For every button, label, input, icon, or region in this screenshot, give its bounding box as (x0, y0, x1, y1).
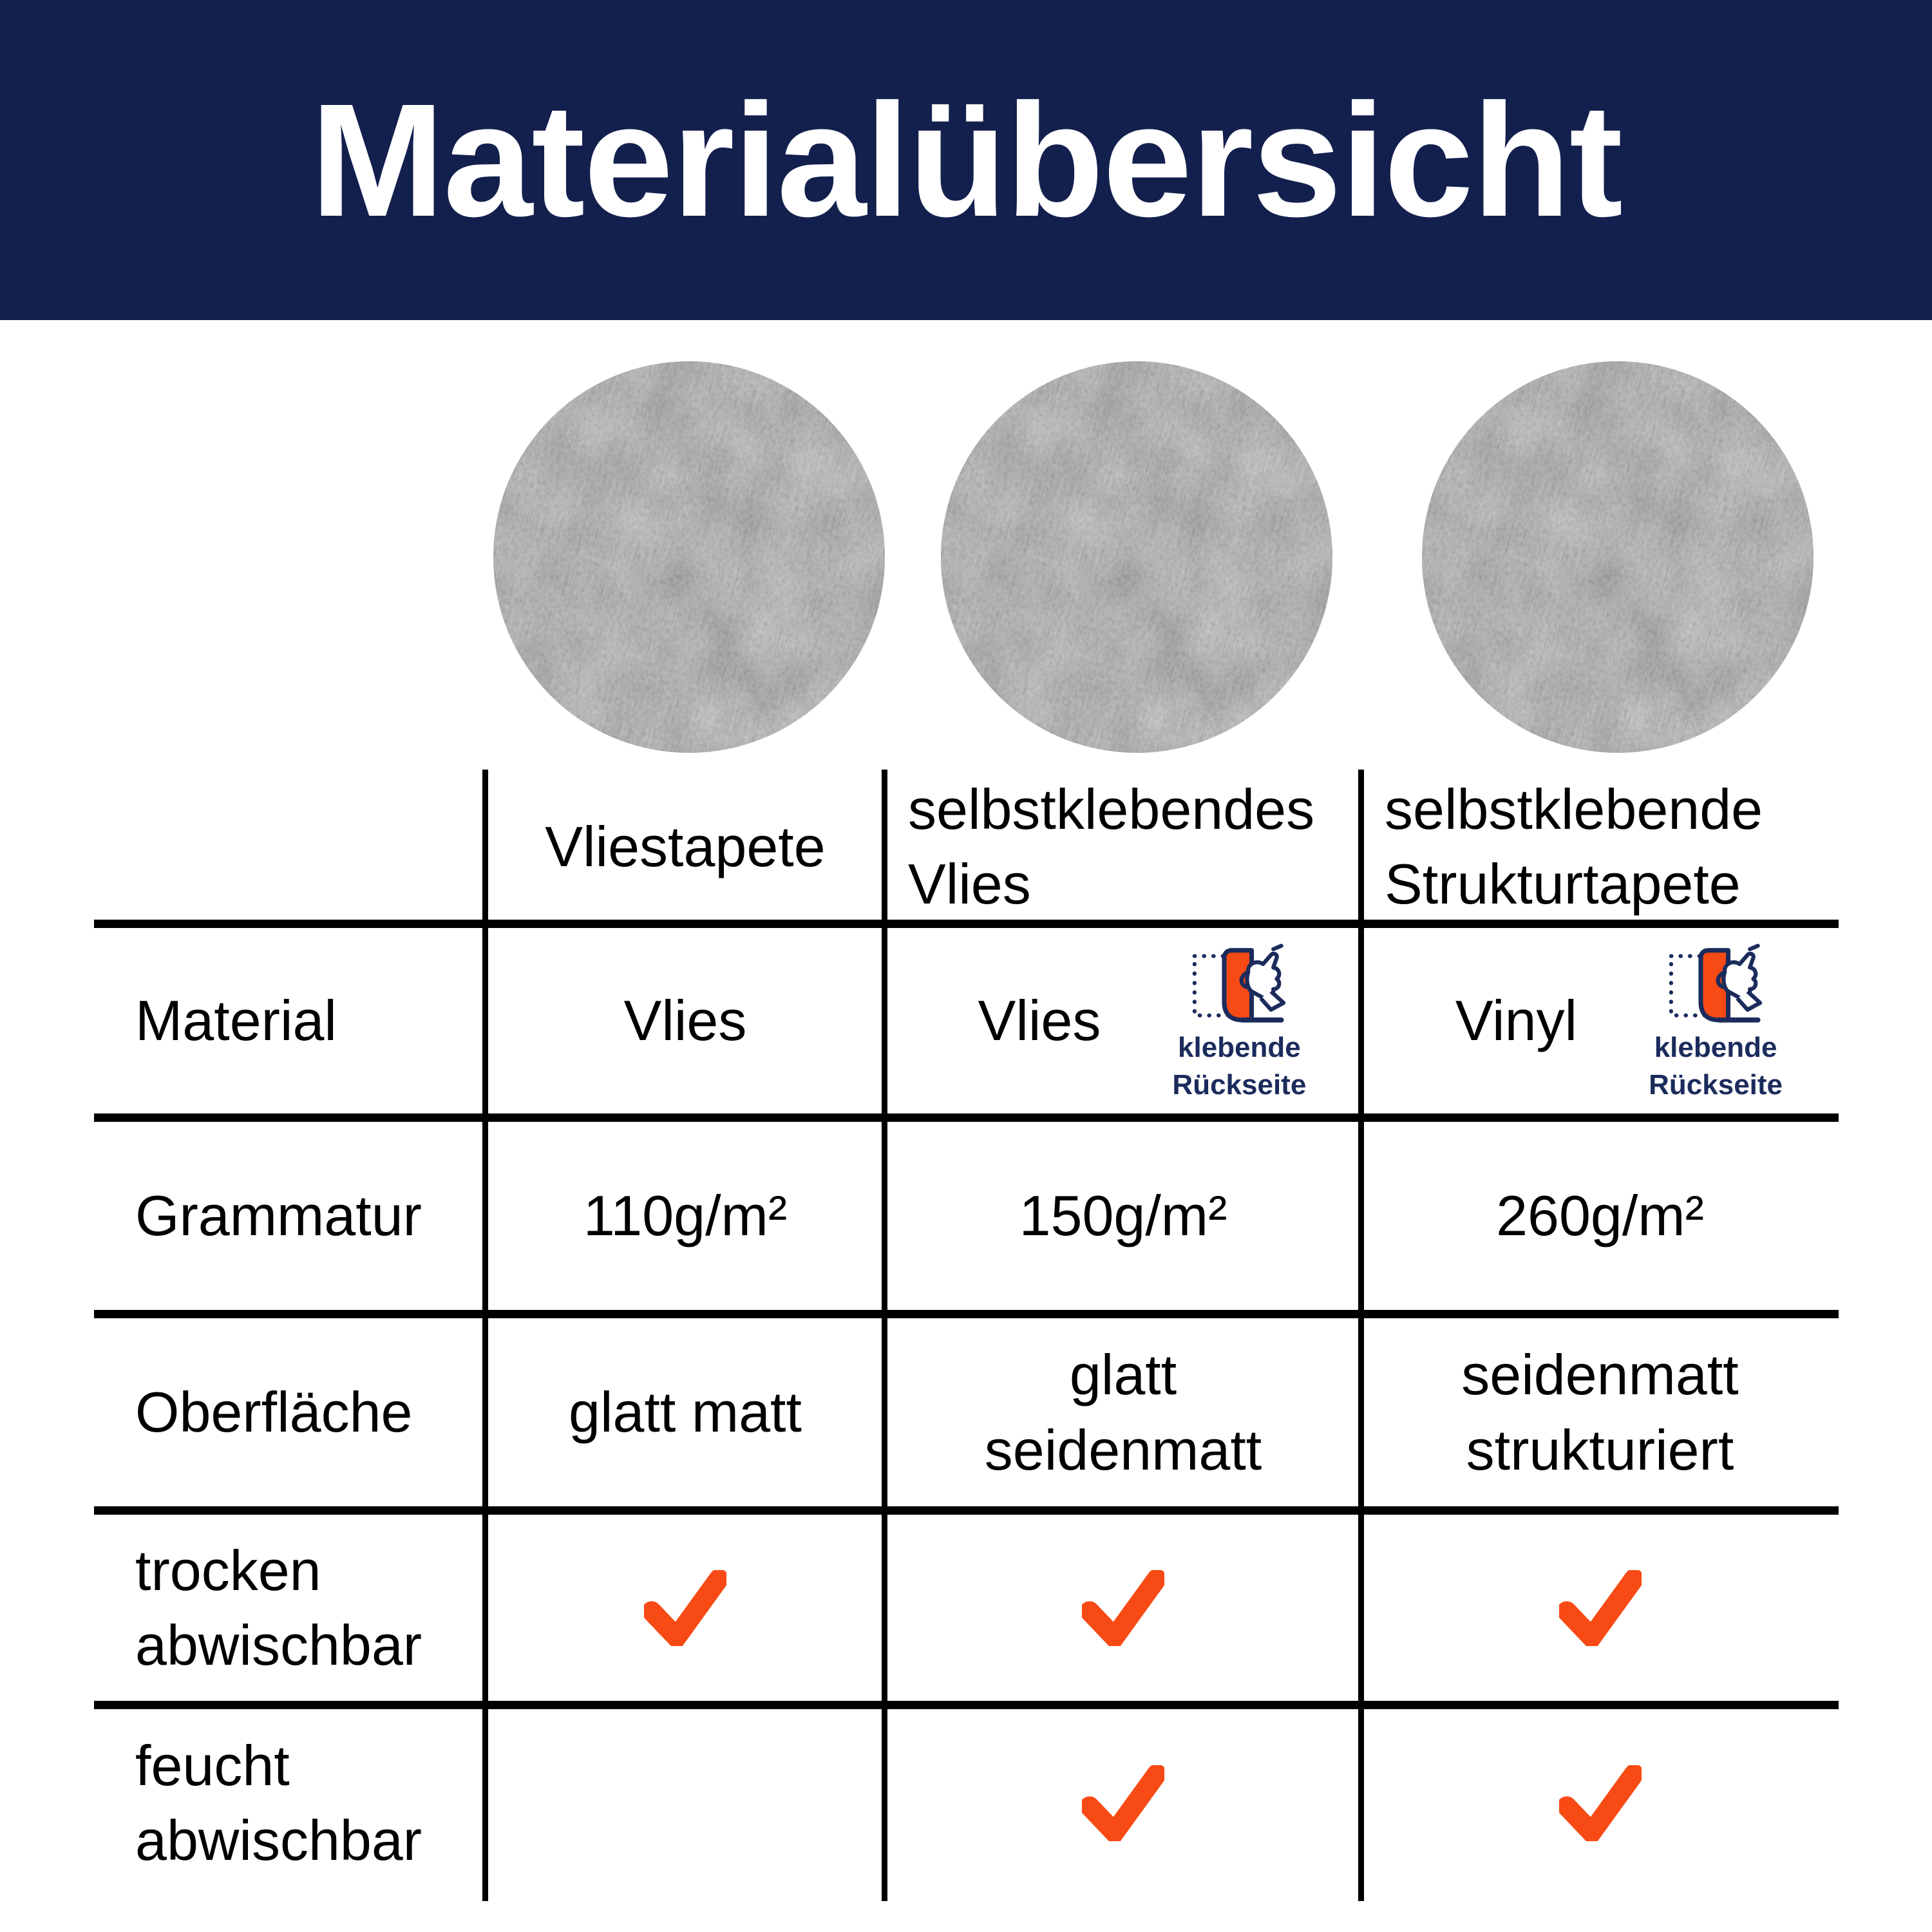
row-label-text: Oberfläche (135, 1380, 413, 1444)
column-header-lines (1385, 772, 1763, 922)
row-label-text: Grammatur (135, 1184, 422, 1248)
badge-label-line: Rückseite (1172, 1068, 1307, 1101)
row-label-line: abwischbar (135, 1808, 422, 1872)
feucht-check-cell-strukturtapete (1361, 1705, 1839, 1901)
row-label-line: trocken (135, 1538, 321, 1602)
oberflaeche-value-lines (985, 1338, 1262, 1487)
page-title: Materialübersicht (310, 70, 1622, 250)
adhesive-backing-badge (1171, 939, 1307, 1103)
oberflaeche-value: glatt matt (569, 1380, 802, 1444)
column-header-line: Strukturtapete (1385, 852, 1741, 916)
oberflaeche-cell-selbstklebendes-vlies (885, 1314, 1361, 1511)
adhesive-backing-icon (1664, 939, 1767, 1029)
grammatur-value: 150g/m² (1019, 1184, 1227, 1248)
material-cell-strukturtapete (1361, 924, 1839, 1118)
oberflaeche-value-line: seidenmatt (984, 1417, 1262, 1482)
column-header-line: selbstklebende (1385, 777, 1763, 841)
check-icon (1082, 1570, 1164, 1646)
column-header-lines (908, 772, 1314, 922)
check-icon (1082, 1765, 1164, 1841)
material-value: Vlies (623, 989, 747, 1053)
row-label-trocken-abwischbar (94, 1511, 486, 1705)
row-label-text: Material (135, 989, 337, 1053)
trocken-check-cell-vliestapete (486, 1511, 885, 1705)
trocken-check-cell-strukturtapete (1361, 1511, 1839, 1705)
column-header-line: selbstklebendes (908, 777, 1315, 841)
row-divider (94, 920, 1839, 928)
grammatur-cell-selbstklebendes-vlies (885, 1118, 1361, 1314)
oberflaeche-value-line: glatt (1069, 1343, 1177, 1407)
material-value-with-badge (978, 939, 1307, 1103)
row-label-line: feucht (135, 1733, 290, 1797)
column-header-selbstklebendes-vlies (885, 770, 1361, 924)
oberflaeche-value-lines (1461, 1338, 1738, 1487)
badge-label-line: klebende (1654, 1032, 1777, 1064)
grammatur-value: 260g/m² (1496, 1184, 1704, 1248)
column-header-vliestapete (486, 770, 885, 924)
row-label-feucht-abwischbar (94, 1705, 486, 1901)
material-value-with-badge (1455, 939, 1783, 1103)
oberflaeche-cell-strukturtapete (1361, 1314, 1839, 1511)
comparison-table (94, 770, 1839, 1901)
texture-swatch-vliestapete (493, 361, 886, 753)
badge-label-line: klebende (1178, 1032, 1301, 1064)
feucht-check-cell-selbstklebendes-vlies (885, 1705, 1361, 1901)
row-label-lines (135, 1728, 422, 1878)
oberflaeche-cell-vliestapete (486, 1314, 885, 1511)
column-divider (882, 770, 887, 1901)
row-divider (94, 1701, 1839, 1709)
corner-cell (94, 770, 486, 924)
texture-swatch-strukturtapete (1421, 361, 1814, 753)
grammatur-cell-vliestapete (486, 1118, 885, 1314)
row-label-material (94, 924, 486, 1118)
row-label-lines (135, 1533, 422, 1683)
texture-swatch-selbstklebendes-vlies (940, 361, 1333, 753)
adhesive-backing-icon (1188, 939, 1291, 1029)
material-value: Vinyl (1455, 989, 1578, 1053)
row-divider (94, 1506, 1839, 1515)
column-divider (482, 770, 488, 1901)
column-header-label: Vliestapete (545, 814, 826, 878)
column-header-line: Vlies (908, 852, 1031, 916)
row-divider (94, 1113, 1839, 1122)
trocken-check-cell-selbstklebendes-vlies (885, 1511, 1361, 1705)
comparison-grid (94, 770, 1839, 1901)
adhesive-backing-badge (1648, 939, 1783, 1103)
row-label-line: abwischbar (135, 1613, 422, 1677)
column-header-strukturtapete (1361, 770, 1839, 924)
check-icon (644, 1570, 726, 1646)
row-divider (94, 1310, 1839, 1318)
badge-label-line: Rückseite (1649, 1068, 1783, 1101)
check-icon (1559, 1570, 1642, 1646)
feucht-check-cell-vliestapete (486, 1705, 885, 1901)
material-cell-vliestapete (486, 924, 885, 1118)
column-divider (1358, 770, 1364, 1901)
title-bar (0, 0, 1932, 320)
oberflaeche-value-line: strukturiert (1466, 1417, 1734, 1482)
check-icon (1559, 1765, 1642, 1841)
row-label-oberflaeche (94, 1314, 486, 1511)
material-cell-selbstklebendes-vlies (885, 924, 1361, 1118)
material-value: Vlies (978, 989, 1101, 1053)
grammatur-value: 110g/m² (583, 1184, 788, 1248)
oberflaeche-value-line: seidenmatt (1461, 1343, 1739, 1407)
row-label-grammatur (94, 1118, 486, 1314)
grammatur-cell-strukturtapete (1361, 1118, 1839, 1314)
